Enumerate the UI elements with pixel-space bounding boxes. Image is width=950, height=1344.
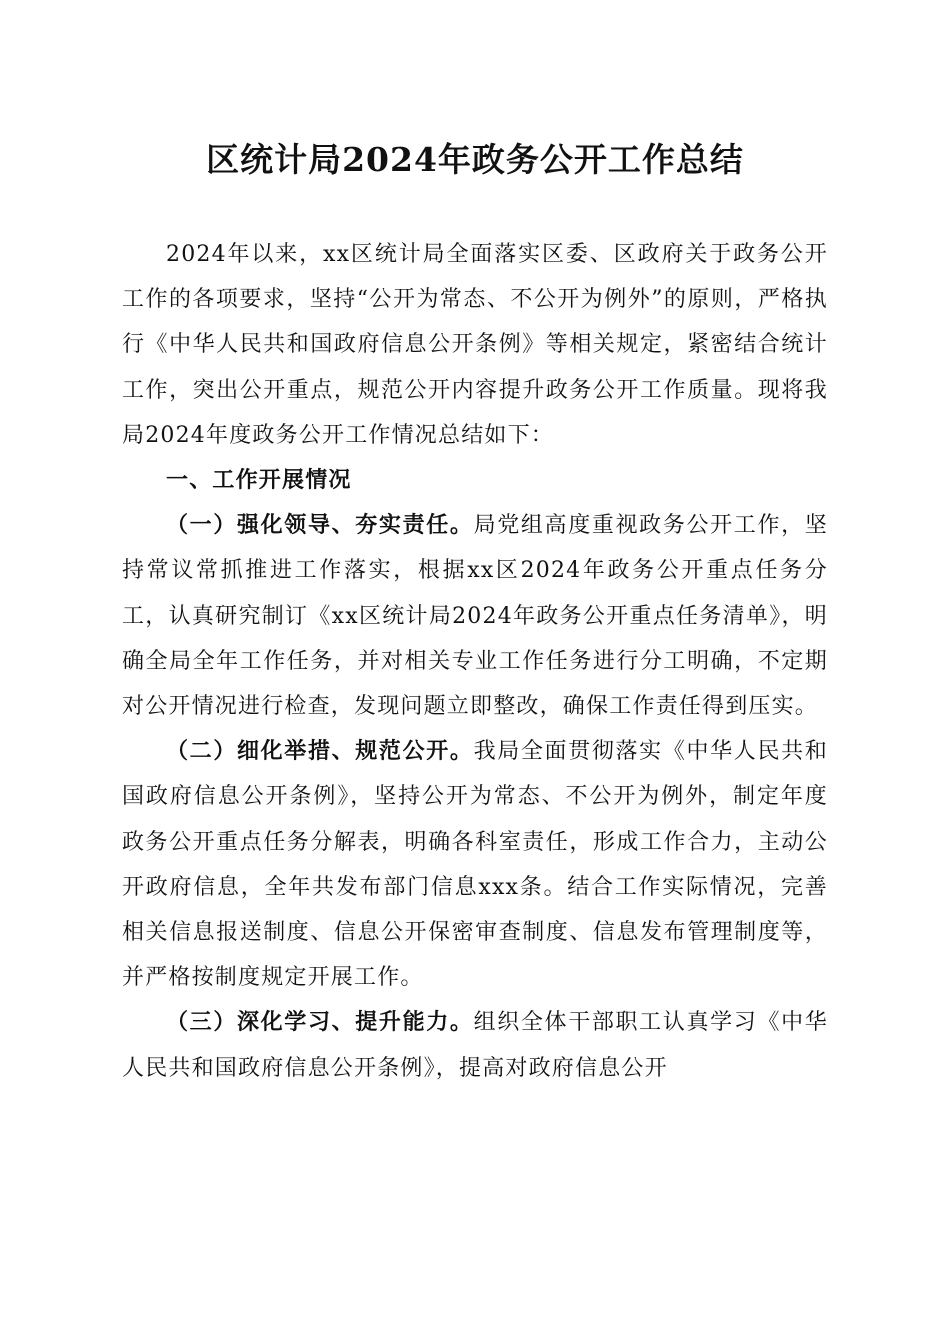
paragraph-body: 我局全面贯彻落实《中华人民共和国政府信息公开条例》，坚持公开为常态、不公开为例外，制定年度政务公开重点任务分解表，明确各科室责任，形成工作合力，主动公开政府信息，全年共发布部门信息xxx条。结合工作实际情况，完善相关信息报送制度、信息公开保密审查制度、信息发布管理制度等，并严格按制度规定开展工作。 [122, 739, 828, 991]
paragraph-body: 组织全体干部职工认真学习《中华人民共和国政府信息公开条例》，提高对政府信息公开 [122, 1010, 828, 1081]
document-title: 区统计局2024年政务公开工作总结 [206, 140, 744, 179]
paragraph-lead: （一）强化领导、夯实责任。 [166, 512, 474, 539]
section-paragraph-1 [122, 503, 828, 729]
paragraph-lead: （二）细化举措、规范公开。 [166, 738, 474, 765]
document-body [122, 232, 828, 1091]
section-heading: 一、工作开展情况 [166, 468, 352, 494]
section-paragraph-3 [122, 1000, 828, 1090]
intro-paragraph: 2024年以来，xx区统计局全面落实区委、区政府关于政务公开工作的各项要求，坚持“公开为常态、不公开为例外”的原则，严格执行《中华人民共和国政府信息公开条例》等相关规定，紧密结合统计工作，突出公开重点，规范公开内容提升政务公开工作质量。现将我局2024年度政务公开工作情况总结如下： [122, 242, 828, 448]
section-paragraph-2 [122, 729, 828, 1000]
paragraph-lead: （三）深化学习、提升能力。 [166, 1009, 474, 1036]
paragraph-body: 局党组高度重视政务公开工作，坚持常议常抓推进工作落实，根据xx区2024年政务公开重点任务分工，认真研究制订《xx区统计局2024年政务公开重点任务清单》，明确全局全年工作任务，并对相关专业工作任务进行分工明确，不定期对公开情况进行检查，发现问题立即整改，确保工作责任得到压实。 [122, 513, 828, 720]
